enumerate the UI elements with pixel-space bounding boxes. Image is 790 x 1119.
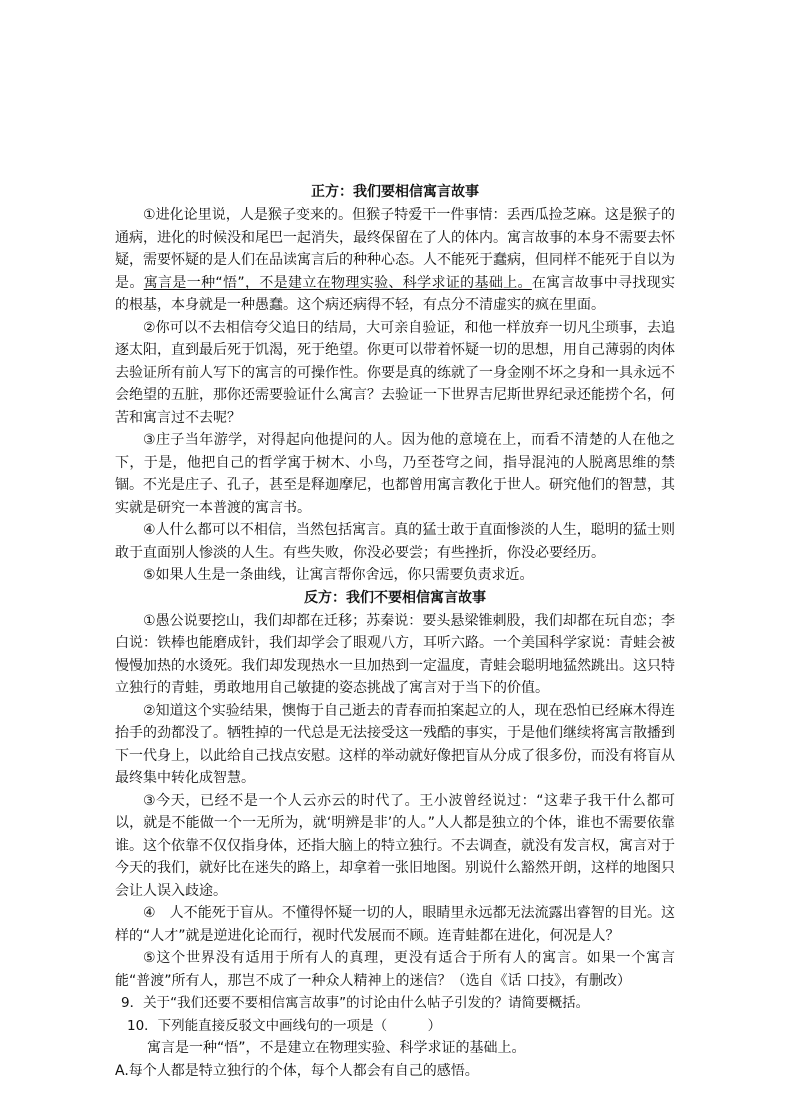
pro-paragraph-3: ③庄子当年游学，对得起向他提问的人。因为他的意境在上，而看不清楚的人在他之下，于是，他把自己的哲学寓于树木、小鸟，乃至苍穹之间，指导混沌的人脱离思维的禁锢。不光是庄子、孔子，甚至是释迦摩尼，也都曾用寓言教化于世人。研究他们的智慧，其实就是研究一本普渡的寓言书。 [115,432,675,516]
question-10-quoted-sentence: 寓言是一种“悟”，不是建立在物理实验、科学求证的基础上。 [147,1040,526,1056]
pro-paragraph-5: ⑤如果人生是一条曲线，让寓言帮你舍远，你只需要负责求近。 [143,567,534,583]
pro-side-title: 正方：我们要相信寓言故事 [311,184,479,200]
con-side-title: 反方：我们不要相信寓言故事 [304,589,486,606]
question-10: 10．下列能直接反驳文中画线句的一项是（ ） [127,1017,442,1034]
con-paragraph-2: ②知道这个实验结果，懊悔于自己逝去的青春而拍案起立的人，现在恐怕已经麻木得连抬手的劲都没了。牺牲掉的一代总是无法接受这一残酷的事实，于是他们继续将寓言散播到下一代身上，以此给自己找点安慰。这样的举动就好像把盲从分成了很多份，而没有将盲从最终集中转化成智慧。 [115,702,675,786]
con-paragraph-3: ③今天，已经不是一个人云亦云的时代了。王小波曾经说过：“这辈子我干什么都可以，就是不能做一个一无所为，就‘明辨是非’的人。”人人都是独立的个体，谁也不需要依靠谁。这个依靠不仅仅指身体，还指大脑上的特立独行。不去调查，就没有发言权，寓言对于今天的我们，就好比在迷失的路上，却拿着一张旧地图。别说什么豁然开朗，这样的地图只会让人误入歧途。 [115,792,675,899]
con-paragraph-4: ④ 人不能死于盲从。不懂得怀疑一切的人，眼睛里永远都无法流露出睿智的目光。这样的“人才”就是逆进化论而行，视时代发展而不顾。连青蛙都在进化，何况是人？ [115,905,675,944]
question-10-option-a: A.每个人都是特立独行的个体，每个人都会有自己的感悟。 [115,1062,479,1079]
pro-paragraph-1 [115,204,675,317]
con-paragraph-5: ⑤这个世界没有适用于所有人的真理，更没有适合于所有人的寓言。如果一个寓言能“普渡”所有人，那岂不成了一种众人精神上的迷信？（选自《话 口技》，有删改） [115,950,675,989]
pro-underlined-sentence: 寓言是一种“悟”，不是建立在物理实验、科学求证的基础上。 [143,274,532,291]
con-paragraph-1: ①愚公说要挖山，我们却都在迁移；苏秦说：要头悬梁锥刺股，我们却都在玩自恋；李白说：铁棒也能磨成针，我们却学会了眼观八方，耳听六路。一个美国科学家说：青蛙会被慢慢加热的水烫死。我们却发现热水一旦加热到一定温度，青蛙会聪明地猛然跳出。这只特立独行的青蛙，勇敢地用自己敏捷的姿态挑战了寓言对于当下的价值。 [115,612,675,696]
question-9: 9．关于“我们还要不要相信寓言故事”的讨论由什么帖子引发的？请简要概括。 [121,995,590,1011]
document-body [115,181,675,1082]
pro-paragraph-2: ②你可以不去相信夸父追日的结局，大可亲自验证，和他一样放弃一切凡尘琐事，去追逐太阳，直到最后死于饥渴，死于绝望。你更可以带着怀疑一切的思想，用自己薄弱的肉体去验证所有前人写下的寓言的可操作性。你要是真的练就了一身金刚不坏之身和一具永远不会绝望的五脏，那你还需要验证什么寓言？去验证一下世界吉尼斯世界纪录还能捞个名，何苦和寓言过不去呢？ [115,319,675,426]
pro-paragraph-1-tail: 在寓言故事中寻找现实的根基，本身就是一种愚蠢。这个病还病得不轻，有点分不清虚实的疯在里面。 [115,274,676,313]
pro-paragraph-1-text: ①进化论里说，人是猴子变来的。但猴子特爱干一件事情：丢西瓜捡芝麻。这是猴子的通病，进化的时候没和尾巴一起消失，最终保留在了人的体内。寓言故事的本身不需要去怀疑，需要怀疑的是人们在品读寓言后的种种心态。人不能死于蠢病，但同样不能死于自以为是。 [115,207,675,291]
pro-paragraph-4: ④人什么都可以不相信，当然包括寓言。真的猛士敢于直面惨淡的人生，聪明的猛士则敢于直面别人惨淡的人生。有些失败，你没必要尝；有些挫折，你没必要经历。 [115,522,675,561]
